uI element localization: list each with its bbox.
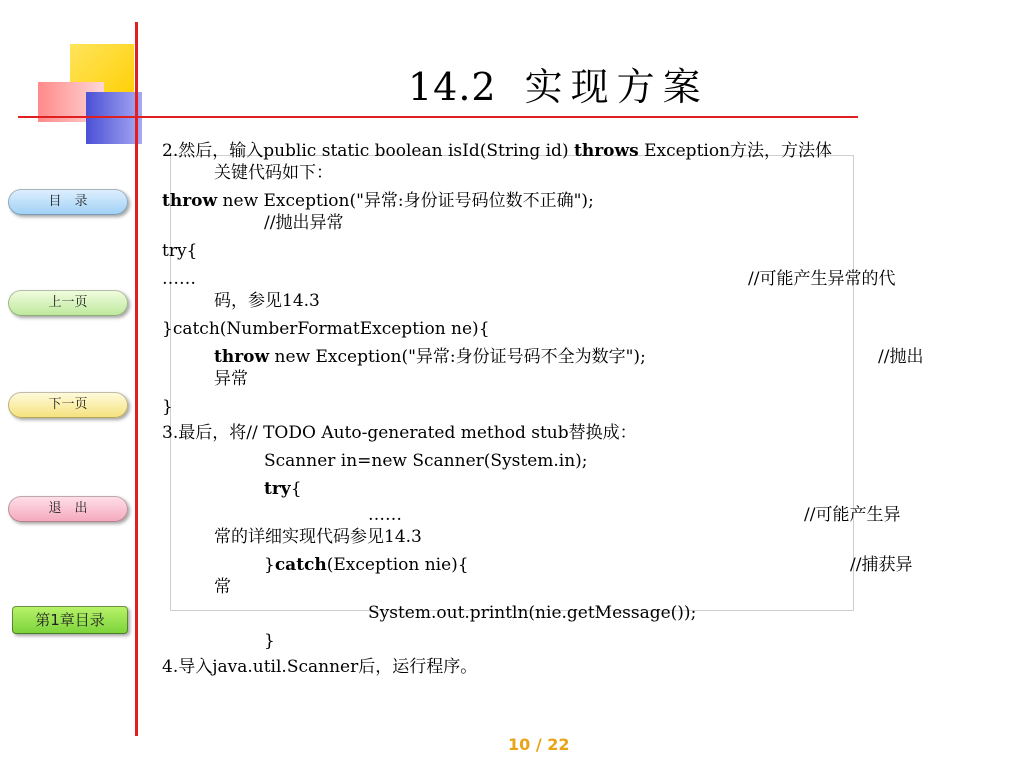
code-run: { xyxy=(290,479,302,499)
code-run: (Exception nie){ xyxy=(326,555,469,575)
page-indicator: 10 / 22 xyxy=(508,735,570,754)
comment: 常的详细实现代码参见14.3 xyxy=(214,527,422,547)
decor-horizontal-line xyxy=(18,116,858,118)
next-page-button[interactable]: 下一页 xyxy=(8,392,128,418)
chapter-contents-button[interactable]: 第1章目录 xyxy=(12,606,128,634)
comment: //抛出异常 xyxy=(264,213,344,233)
text-line: 3.最后，将// TODO Auto-generated method stub替换成： xyxy=(162,423,637,443)
code-line: …… xyxy=(162,269,196,289)
text-line: 4.导入java.util.Scanner后，运行程序。 xyxy=(162,657,478,677)
keyword: throw xyxy=(162,191,218,211)
comment: //可能产生异 xyxy=(804,505,901,525)
title-number: 14.2 xyxy=(408,65,497,109)
text-line: 关键代码如下： xyxy=(214,163,333,183)
prev-page-button[interactable]: 上一页 xyxy=(8,290,128,316)
keyword: throws xyxy=(573,141,639,161)
text-run: 2.然后，输入public static boolean isId(String id) xyxy=(162,141,574,161)
code-line: }catch(NumberFormatException ne){ xyxy=(162,319,490,339)
text-run: Exception方法，方法体 xyxy=(638,141,833,161)
code-line xyxy=(214,347,646,367)
code-run: new Exception("异常:身份证号码位数不正确"); xyxy=(217,191,594,211)
comment: 常 xyxy=(214,577,231,597)
exit-button[interactable]: 退 出 xyxy=(8,496,128,522)
code-line: System.out.println(nie.getMessage()); xyxy=(368,603,697,623)
code-run: } xyxy=(264,555,275,575)
code-line: } xyxy=(162,397,173,417)
code-line: …… xyxy=(368,505,402,525)
comment: //捕获异 xyxy=(850,555,913,575)
code-run: new Exception("异常:身份证号码不全为数字"); xyxy=(269,347,646,367)
text-line xyxy=(162,141,832,161)
decor-vertical-line xyxy=(135,22,138,736)
code-line: Scanner in=new Scanner(System.in); xyxy=(264,451,588,471)
keyword: catch xyxy=(274,555,327,575)
slide-title xyxy=(408,56,709,111)
code-line xyxy=(162,191,594,211)
keyword: try xyxy=(264,479,291,499)
title-text: 实现方案 xyxy=(524,65,709,109)
keyword: throw xyxy=(214,347,270,367)
decor-blue-square xyxy=(86,92,142,144)
contents-button[interactable]: 目 录 xyxy=(8,189,128,215)
comment: //可能产生异常的代 xyxy=(748,269,896,289)
code-line xyxy=(264,479,302,499)
code-line xyxy=(264,555,469,575)
code-line: try{ xyxy=(162,241,198,261)
code-line: } xyxy=(264,631,275,651)
comment: //抛出 xyxy=(878,347,924,367)
comment: 码，参见14.3 xyxy=(214,291,320,311)
comment: 异常 xyxy=(214,369,248,389)
